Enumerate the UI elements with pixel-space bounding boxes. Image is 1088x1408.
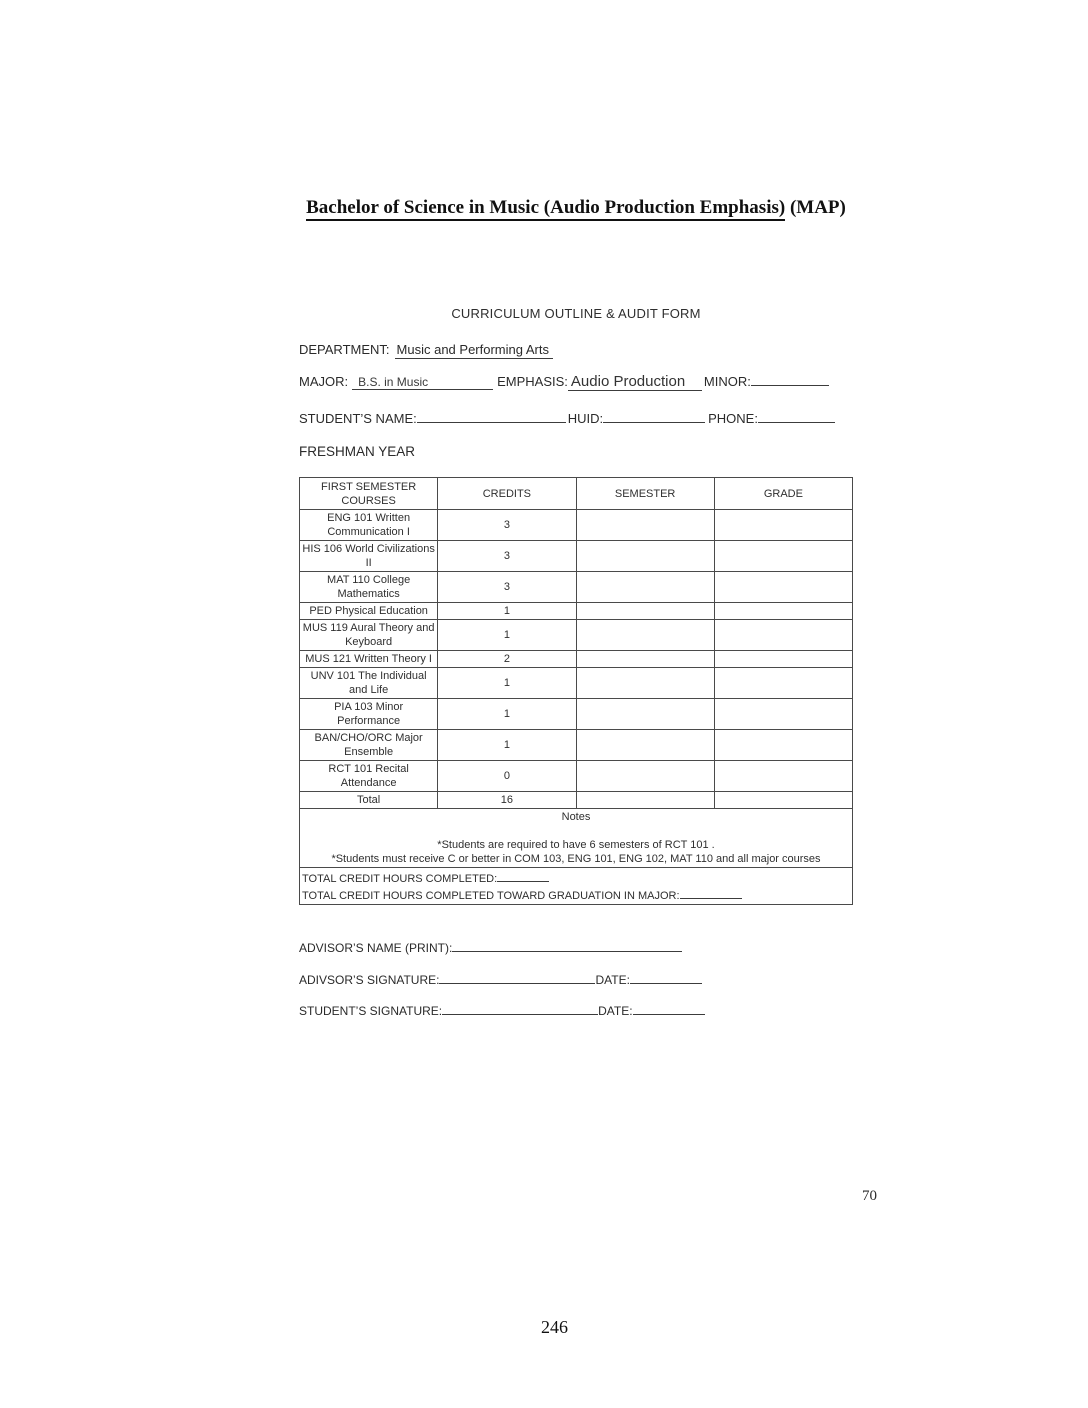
advisor-name-label: ADVISOR’S NAME (PRINT): bbox=[299, 941, 453, 955]
total-credit-hours-blank-field bbox=[497, 869, 549, 882]
date-label: DATE: bbox=[595, 973, 630, 987]
credits-cell: 3 bbox=[438, 572, 576, 603]
advisor-signature-line bbox=[299, 971, 853, 987]
semester-cell bbox=[576, 620, 714, 651]
grade-cell bbox=[714, 603, 852, 620]
course-cell: PED Physical Education bbox=[300, 603, 438, 620]
total-credit-hours-line bbox=[302, 869, 850, 886]
total-credit-major-blank-field bbox=[680, 886, 742, 899]
student-date-blank-field bbox=[633, 1002, 705, 1015]
phone-label: PHONE: bbox=[708, 411, 758, 426]
semester-cell bbox=[576, 541, 714, 572]
semester-cell bbox=[576, 572, 714, 603]
freshman-year-heading: FRESHMAN YEAR bbox=[299, 444, 416, 459]
grade-cell bbox=[714, 668, 852, 699]
student-signature-label: STUDENT’S SIGNATURE: bbox=[299, 1004, 443, 1018]
grade-cell bbox=[714, 572, 852, 603]
header-grade: GRADE bbox=[714, 478, 852, 510]
student-name-line bbox=[299, 410, 853, 426]
major-label: MAJOR: bbox=[299, 374, 349, 389]
credits-cell: 3 bbox=[438, 510, 576, 541]
emphasis-label: EMPHASIS: bbox=[497, 374, 568, 389]
table-row bbox=[300, 699, 853, 730]
semester-cell bbox=[576, 761, 714, 792]
table-row bbox=[300, 668, 853, 699]
total-label-cell: Total bbox=[300, 792, 438, 809]
credits-cell: 1 bbox=[438, 730, 576, 761]
semester-cell bbox=[576, 730, 714, 761]
grade-cell bbox=[714, 541, 852, 572]
semester-cell bbox=[576, 699, 714, 730]
page-title bbox=[299, 197, 853, 219]
major-emphasis-minor-line bbox=[299, 373, 853, 391]
semester-cell bbox=[576, 603, 714, 620]
table-row bbox=[300, 603, 853, 620]
semester-cell bbox=[576, 510, 714, 541]
credits-cell: 1 bbox=[438, 620, 576, 651]
total-credits-cell: 16 bbox=[438, 792, 576, 809]
department-value: Music and Performing Arts bbox=[395, 342, 553, 359]
emphasis-value-field: Audio Production bbox=[568, 373, 702, 391]
semester-cell bbox=[576, 651, 714, 668]
student-name-blank-field bbox=[417, 410, 566, 423]
huid-label: HUID: bbox=[567, 411, 604, 426]
page-title-underlined: Bachelor of Science in Music (Audio Production Emphasis) bbox=[306, 197, 785, 221]
course-cell: BAN/CHO/ORC Major Ensemble bbox=[300, 730, 438, 761]
advisor-signature-label: ADIVSOR’S SIGNATURE: bbox=[299, 973, 440, 987]
form-heading: CURRICULUM OUTLINE & AUDIT FORM bbox=[451, 306, 701, 321]
grade-cell bbox=[714, 620, 852, 651]
credits-cell: 2 bbox=[438, 651, 576, 668]
credits-cell: 1 bbox=[438, 603, 576, 620]
minor-label: MINOR: bbox=[703, 374, 751, 389]
note-line: *Students must receive C or better in COM 103, ENG 101, ENG 102, MAT 110 and all major courses bbox=[331, 853, 821, 865]
course-cell: ENG 101 Written Communication I bbox=[300, 510, 438, 541]
total-credit-hours-label: TOTAL CREDIT HOURS COMPLETED: bbox=[302, 873, 498, 885]
advisor-name-line bbox=[299, 939, 853, 955]
student-signature-line bbox=[299, 1002, 853, 1018]
curriculum-table bbox=[299, 477, 853, 905]
phone-blank-field bbox=[758, 410, 835, 423]
semester-cell bbox=[576, 792, 714, 809]
course-cell: PIA 103 Minor Performance bbox=[300, 699, 438, 730]
table-row bbox=[300, 651, 853, 668]
huid-blank-field bbox=[603, 410, 705, 423]
grade-cell bbox=[714, 510, 852, 541]
doc-page-number: 246 bbox=[541, 1317, 568, 1337]
credit-totals-cell bbox=[300, 868, 853, 905]
grade-cell bbox=[714, 651, 852, 668]
minor-blank-field bbox=[751, 373, 829, 386]
table-row bbox=[300, 761, 853, 792]
notes-cell bbox=[300, 809, 853, 868]
course-cell: MUS 119 Aural Theory and Keyboard bbox=[300, 620, 438, 651]
course-cell: MUS 121 Written Theory I bbox=[300, 651, 438, 668]
credits-cell: 0 bbox=[438, 761, 576, 792]
scan-page-number: 70 bbox=[862, 1188, 877, 1204]
header-semester: SEMESTER bbox=[576, 478, 714, 510]
grade-cell bbox=[714, 761, 852, 792]
total-row bbox=[300, 792, 853, 809]
notes-title: Notes bbox=[561, 811, 591, 823]
table-row bbox=[300, 620, 853, 651]
grade-cell bbox=[714, 792, 852, 809]
table-row bbox=[300, 541, 853, 572]
table-row bbox=[300, 572, 853, 603]
table-row bbox=[300, 730, 853, 761]
page-title-suffix: (MAP) bbox=[785, 197, 846, 218]
course-cell: UNV 101 The Individual and Life bbox=[300, 668, 438, 699]
header-courses: FIRST SEMESTER COURSES bbox=[300, 478, 438, 510]
grade-cell bbox=[714, 730, 852, 761]
advisor-name-blank-field bbox=[452, 939, 682, 952]
advisor-signature-blank-field bbox=[439, 971, 595, 984]
semester-cell bbox=[576, 668, 714, 699]
note-line: *Students are required to have 6 semesters of RCT 101 . bbox=[437, 839, 715, 851]
credits-cell: 1 bbox=[438, 699, 576, 730]
credits-cell: 1 bbox=[438, 668, 576, 699]
advisor-date-blank-field bbox=[630, 971, 702, 984]
total-credit-major-label: TOTAL CREDIT HOURS COMPLETED TOWARD GRADUATION IN MAJOR: bbox=[302, 890, 680, 902]
course-cell: RCT 101 Recital Attendance bbox=[300, 761, 438, 792]
grade-cell bbox=[714, 699, 852, 730]
major-value-field: B.S. in Music bbox=[352, 375, 493, 390]
table-header-row bbox=[300, 478, 853, 510]
total-credit-major-line bbox=[302, 886, 850, 903]
student-signature-blank-field bbox=[442, 1002, 598, 1015]
notes-row bbox=[300, 809, 853, 868]
department-label: DEPARTMENT: bbox=[299, 342, 390, 357]
date-label: DATE: bbox=[598, 1004, 633, 1018]
student-name-label: STUDENT’S NAME: bbox=[299, 411, 417, 426]
credits-cell: 3 bbox=[438, 541, 576, 572]
notes-spacer bbox=[302, 824, 850, 838]
department-line bbox=[299, 342, 553, 359]
course-cell: MAT 110 College Mathematics bbox=[300, 572, 438, 603]
header-credits: CREDITS bbox=[438, 478, 576, 510]
table-row bbox=[300, 510, 853, 541]
credit-totals-row bbox=[300, 868, 853, 905]
course-cell: HIS 106 World Civilizations II bbox=[300, 541, 438, 572]
